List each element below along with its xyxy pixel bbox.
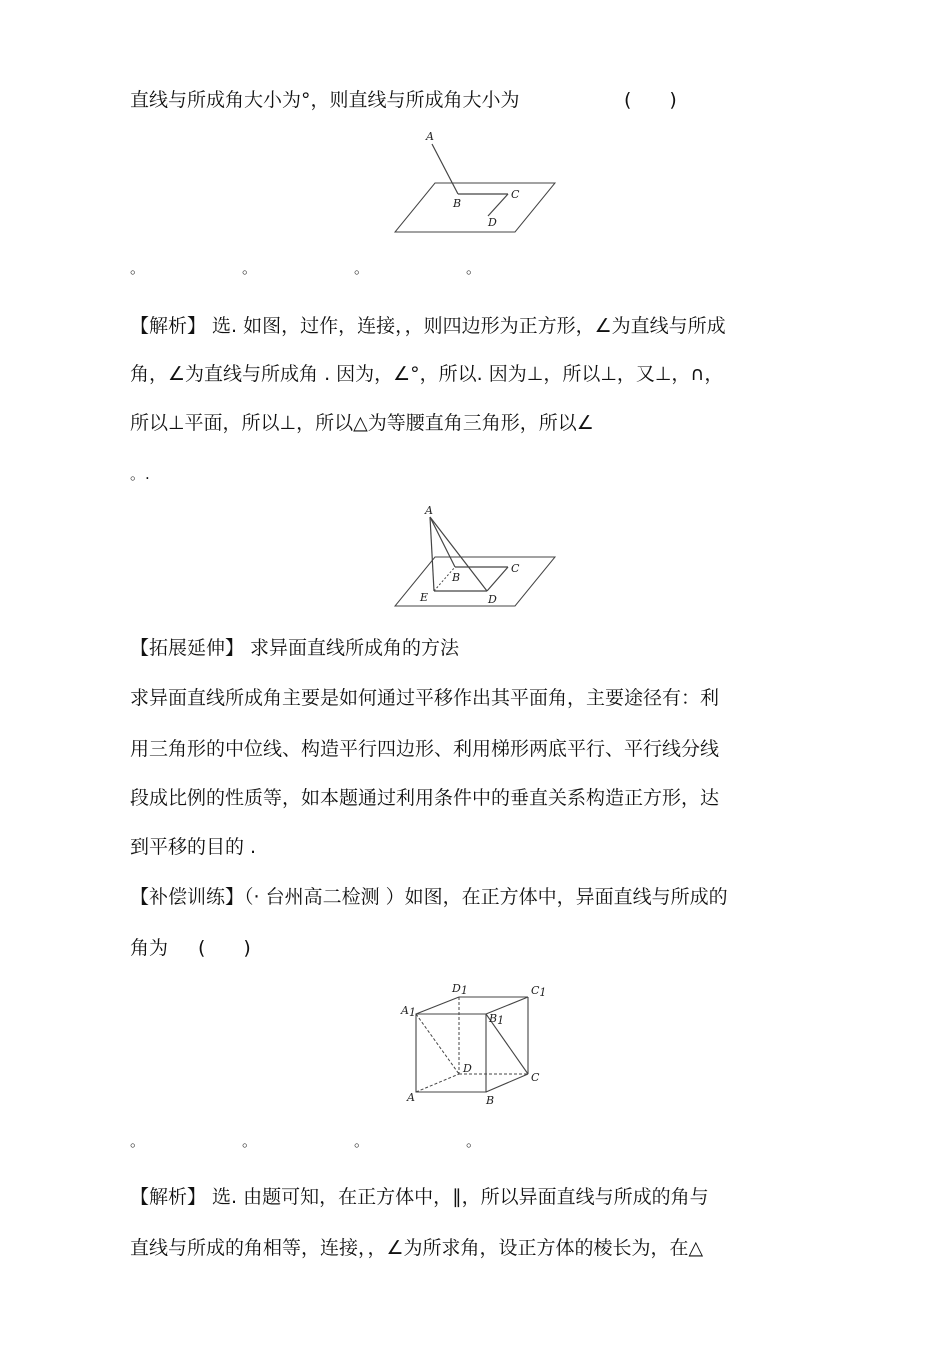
option-b: 。 (242, 1132, 258, 1150)
label-b: B (486, 1094, 495, 1107)
edge-b-c (486, 1074, 528, 1092)
segment-ab (432, 144, 458, 194)
solution-1-line-4: 。. (130, 465, 150, 483)
label-b: B (453, 197, 462, 210)
option-c: 。 (354, 259, 370, 277)
label-c: C (531, 1071, 540, 1084)
extension-line-4: 到平移的目的 . (130, 836, 257, 858)
solution-2-line-1: 【解析】 选. 由题可知，在正方体中，∥，所以异面直线与所成的角与 (130, 1186, 709, 1208)
label-a1: A1 (401, 1004, 416, 1019)
label-e: E (420, 591, 429, 604)
figure-1-plane-diagram (390, 128, 560, 238)
label-c: C (511, 562, 520, 575)
segment-cd (487, 567, 508, 591)
solution-2-line-2: 直线与所成的角相等，连接，，∠为所求角，设正方体的棱长为，在△ (130, 1237, 704, 1259)
option-c: 。 (354, 1132, 370, 1150)
question-1-stem: 直线与所成角大小为°，则直线与所成角大小为 (130, 89, 520, 111)
extension-line-1: 求异面直线所成角主要是如何通过平移作出其平面角，主要途径有：利 (130, 687, 720, 709)
label-c1: C1 (531, 984, 547, 999)
label-d: D (488, 593, 497, 606)
diagonal-a1-d (416, 1014, 459, 1074)
extension-line-3: 段成比例的性质等，如本题通过利用条件中的垂直关系构造正方形，达 (130, 787, 720, 809)
plane-parallelogram (395, 557, 555, 606)
segment-ab (430, 517, 455, 567)
segment-cd (488, 194, 508, 216)
label-b: B (452, 571, 461, 584)
figure-3-cube-diagram (398, 980, 558, 1105)
label-b1: B1 (489, 1012, 505, 1027)
option-d: 。 (466, 259, 482, 277)
option-a: 。 (130, 259, 146, 277)
option-d: 。 (466, 1132, 482, 1150)
label-c: C (511, 188, 520, 201)
option-a: 。 (130, 1132, 146, 1150)
extension-title: 【拓展延伸】 求异面直线所成角的方法 (130, 637, 460, 659)
cube-front-face (416, 1014, 486, 1092)
extension-line-2: 用三角形的中位线、构造平行四边形、利用梯形两底平行、平行线分线 (130, 738, 720, 760)
segment-ae (430, 517, 434, 591)
edge-a1-d1 (416, 997, 459, 1014)
solution-1-line-2: 角，∠为直线与所成角 . 因为，∠°，所以. 因为⊥，所以⊥，又⊥，∩， (130, 363, 724, 385)
label-a: A (426, 130, 434, 143)
figure-2-plane-diagram (390, 505, 560, 607)
option-b: 。 (242, 259, 258, 277)
question-2-answer-paren: ( ) (198, 937, 251, 959)
label-d: D (463, 1062, 472, 1075)
question-2-line-2: 角为 (130, 937, 169, 959)
label-d: D (488, 216, 497, 229)
question-1-answer-paren: ( ) (624, 89, 677, 111)
solution-1-line-3: 所以⊥平面，所以⊥，所以△为等腰直角三角形，所以∠ (130, 412, 594, 434)
solution-1-line-1: 【解析】 选. 如图，过作，连接，，则四边形为正方形，∠为直线与所成 (130, 315, 726, 337)
question-2-line-1: 【补偿训练】（· 台州高二检测 ）如图，在正方体中，异面直线与所成的 (130, 886, 728, 908)
label-a: A (425, 504, 433, 517)
plane-parallelogram (395, 183, 555, 232)
label-d1: D1 (452, 982, 468, 997)
label-a: A (407, 1091, 415, 1104)
edge-a-d-hidden (416, 1074, 459, 1092)
